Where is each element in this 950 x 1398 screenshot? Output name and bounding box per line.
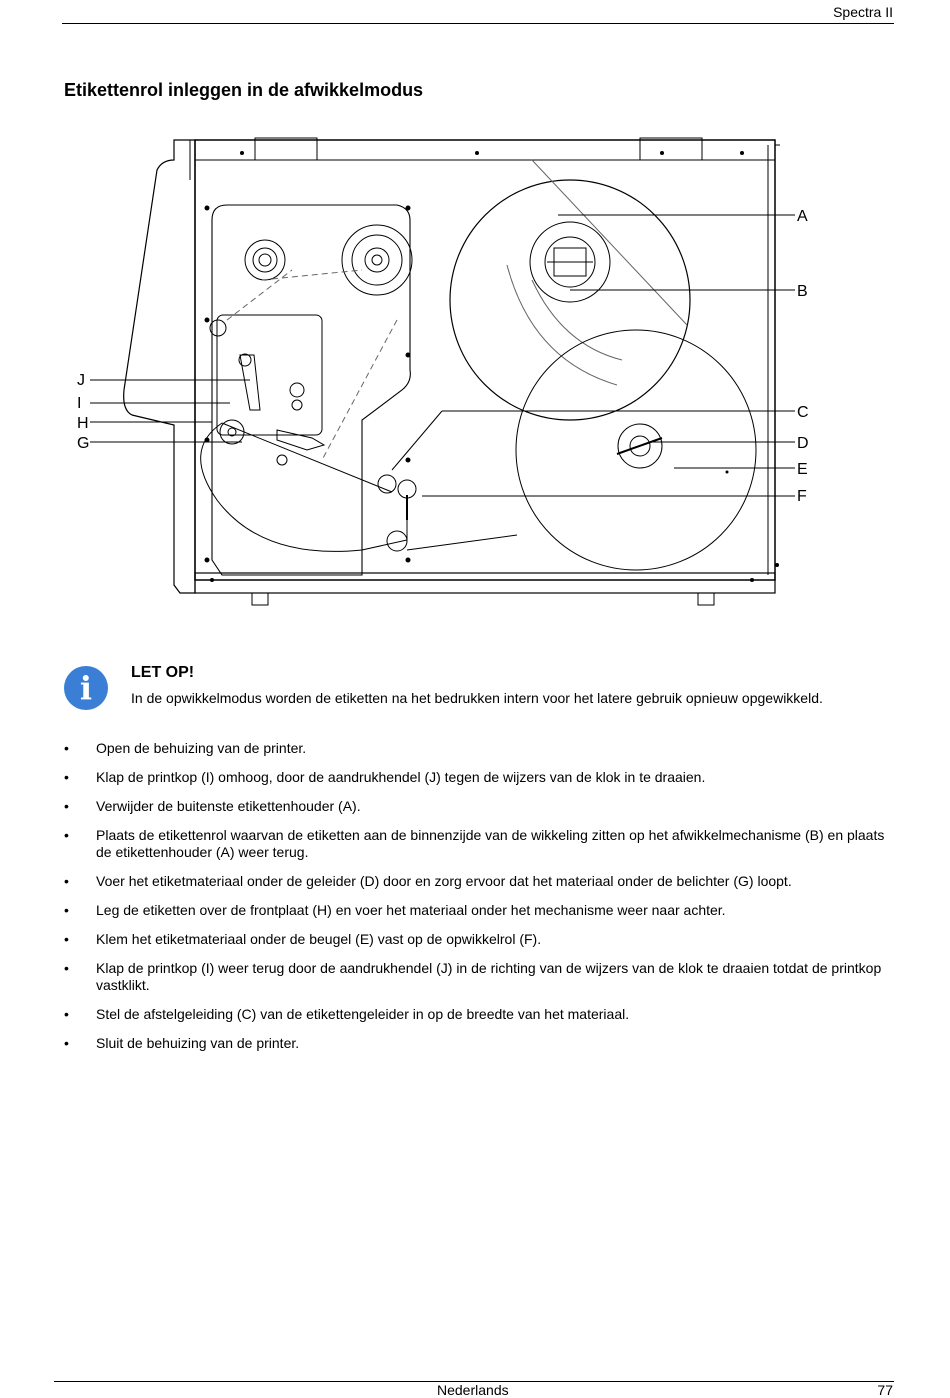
step-text: Plaats de etikettenrol waarvan de etiketten aan de binnenzijde van de wikkeling zitten op het afwikkelmechanisme (B) en plaats de etikettenhouder (A) weer terug. — [96, 827, 885, 860]
info-icon: i — [64, 666, 108, 710]
bullet-icon: • — [64, 873, 69, 889]
list-item — [64, 1035, 894, 1052]
step-text: Open de behuizing van de printer. — [96, 740, 307, 756]
steps-list — [64, 740, 894, 1064]
bullet-icon: • — [64, 902, 69, 918]
list-item — [64, 798, 894, 815]
callout-e: E — [797, 461, 808, 478]
list-item — [64, 769, 894, 786]
bullet-icon: • — [64, 1035, 69, 1051]
callout-g: G — [77, 435, 90, 452]
list-item — [64, 740, 894, 757]
step-text: Klap de printkop (I) omhoog, door de aandrukhendel (J) tegen de wijzers van de klok in te draaien. — [96, 769, 706, 785]
callout-i: I — [77, 395, 82, 412]
list-item — [64, 873, 894, 890]
bullet-icon: • — [64, 931, 69, 947]
bullet-icon: • — [64, 960, 69, 976]
bullet-icon: • — [64, 1006, 69, 1022]
callout-b: B — [797, 283, 808, 300]
bullet-icon: • — [64, 769, 69, 785]
bullet-icon: • — [64, 740, 69, 756]
step-text: Leg de etiketten over de frontplaat (H) en voer het materiaal onder het mechanisme weer naar achter. — [96, 902, 726, 918]
step-text: Sluit de behuizing van de printer. — [96, 1035, 300, 1051]
list-item — [64, 960, 894, 994]
callout-c: C — [797, 404, 809, 421]
printer-diagram — [62, 120, 842, 620]
callout-d: D — [797, 435, 809, 452]
step-text: Klem het etiketmateriaal onder de beugel (E) vast op de opwikkelrol (F). — [96, 931, 542, 947]
step-text: Verwijder de buitenste etikettenhouder (A). — [96, 798, 361, 814]
callout-h: H — [77, 415, 89, 432]
list-item — [64, 827, 894, 861]
callout-j: J — [77, 372, 85, 389]
note-title: LET OP! — [131, 664, 195, 681]
step-text: Klap de printkop (I) weer terug door de aandrukhendel (J) in de richting van de wijzers van de klok te draaien totdat de printkop vastklikt. — [96, 960, 882, 993]
step-text: Voer het etiketmateriaal onder de geleider (D) door en zorg ervoor dat het materiaal onder de belichter (G) loopt. — [96, 873, 792, 889]
bullet-icon: • — [64, 798, 69, 814]
step-text: Stel de afstelgeleiding (C) van de etikettengeleider in op de breedte van het materiaal. — [96, 1006, 630, 1022]
list-item — [64, 931, 894, 948]
section-title: Etikettenrol inleggen in de afwikkelmodus — [64, 80, 424, 100]
callout-a: A — [797, 208, 808, 225]
header-product-name: Spectra II — [833, 4, 893, 20]
list-item — [64, 1006, 894, 1023]
page-number: 77 — [877, 1382, 893, 1398]
bullet-icon: • — [64, 827, 69, 843]
header-rule — [62, 23, 894, 24]
note-text: In de opwikkelmodus worden de etiketten na het bedrukken intern voor het latere gebruik opnieuw opgewikkeld. — [131, 690, 823, 706]
callout-f: F — [797, 488, 807, 505]
list-item — [64, 902, 894, 919]
footer-language: Nederlands — [437, 1382, 509, 1398]
